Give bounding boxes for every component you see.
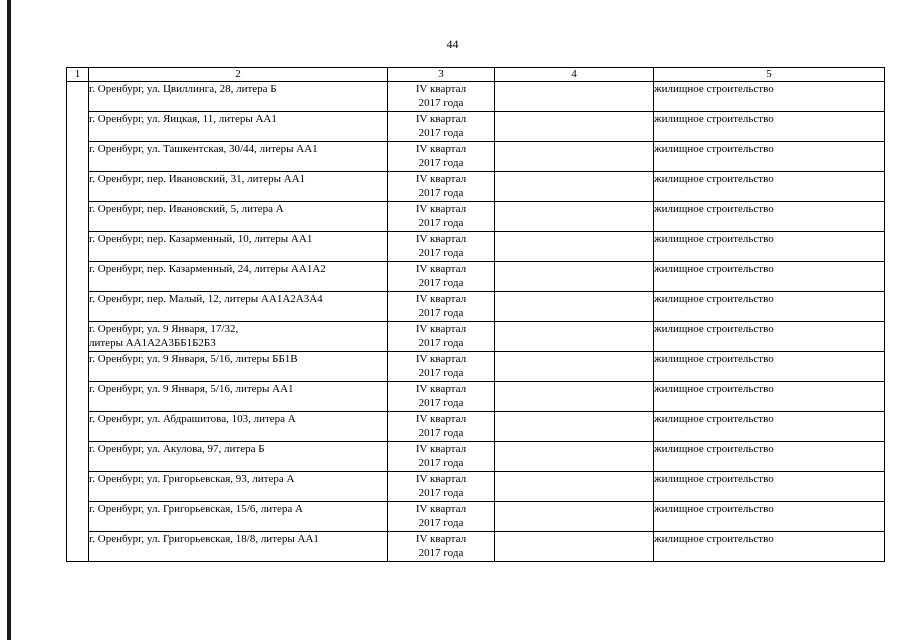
address-line: г. Оренбург, ул. 9 Января, 17/32,	[89, 323, 239, 335]
address-line: г. Оренбург, ул. Цвиллинга, 28, литера Б	[89, 83, 277, 95]
purpose-cell: жилищное строительство	[654, 172, 885, 202]
address-cell	[89, 82, 388, 112]
column-4-cell	[495, 472, 654, 502]
table-row	[67, 352, 885, 382]
table-row	[67, 82, 885, 112]
purpose-cell: жилищное строительство	[654, 442, 885, 472]
period-line: 2017 года	[418, 157, 464, 169]
period-line: 2017 года	[418, 277, 464, 289]
period-line: 2017 года	[418, 517, 464, 529]
period-line: 2017 года	[418, 427, 464, 439]
column-4-cell	[495, 532, 654, 562]
address-cell	[89, 352, 388, 382]
period-cell	[388, 172, 495, 202]
period-cell	[388, 112, 495, 142]
period-line: IV квартал	[415, 413, 467, 425]
period-line: IV квартал	[415, 83, 467, 95]
column-4-cell	[495, 142, 654, 172]
purpose-cell: жилищное строительство	[654, 262, 885, 292]
column-header: 4	[495, 68, 654, 82]
table-row	[67, 172, 885, 202]
period-line: 2017 года	[418, 547, 464, 559]
address-line: г. Оренбург, ул. Акулова, 97, литера Б	[89, 443, 265, 455]
period-cell	[388, 412, 495, 442]
address-cell	[89, 322, 388, 352]
period-cell	[388, 442, 495, 472]
period-cell	[388, 382, 495, 412]
address-line: г. Оренбург, пер. Ивановский, 5, литера А	[89, 203, 284, 215]
period-line: IV квартал	[415, 293, 467, 305]
period-line: IV квартал	[415, 383, 467, 395]
period-line: IV квартал	[415, 173, 467, 185]
purpose-cell: жилищное строительство	[654, 412, 885, 442]
period-cell	[388, 142, 495, 172]
purpose-cell: жилищное строительство	[654, 532, 885, 562]
purpose-cell: жилищное строительство	[654, 202, 885, 232]
table-row	[67, 532, 885, 562]
period-line: IV квартал	[415, 473, 467, 485]
table-row	[67, 502, 885, 532]
merged-number-cell	[67, 82, 89, 562]
period-line: 2017 года	[418, 457, 464, 469]
address-cell	[89, 262, 388, 292]
address-cell	[89, 142, 388, 172]
table-row	[67, 322, 885, 352]
address-cell	[89, 202, 388, 232]
period-cell	[388, 232, 495, 262]
column-4-cell	[495, 82, 654, 112]
period-line: IV квартал	[415, 503, 467, 515]
period-line: 2017 года	[418, 397, 464, 409]
period-cell	[388, 532, 495, 562]
purpose-cell: жилищное строительство	[654, 232, 885, 262]
address-cell	[89, 472, 388, 502]
period-line: IV квартал	[415, 113, 467, 125]
address-line: г. Оренбург, пер. Малый, 12, литеры АА1А2А3А4	[89, 293, 323, 305]
period-line: 2017 года	[418, 127, 464, 139]
address-line: г. Оренбург, ул. Григорьевская, 15/6, литера А	[89, 503, 303, 515]
address-cell	[89, 112, 388, 142]
address-line: г. Оренбург, ул. Григорьевская, 18/8, литеры АА1	[89, 533, 319, 545]
table-row	[67, 382, 885, 412]
address-cell	[89, 532, 388, 562]
purpose-cell: жилищное строительство	[654, 112, 885, 142]
table-row	[67, 412, 885, 442]
column-header: 3	[388, 68, 495, 82]
period-line: 2017 года	[418, 247, 464, 259]
column-4-cell	[495, 292, 654, 322]
period-cell	[388, 502, 495, 532]
column-header: 1	[67, 68, 89, 82]
table-row	[67, 292, 885, 322]
period-line: IV квартал	[415, 353, 467, 365]
address-cell	[89, 292, 388, 322]
scan-edge-bar	[7, 0, 11, 640]
address-cell	[89, 172, 388, 202]
period-cell	[388, 472, 495, 502]
period-cell	[388, 82, 495, 112]
column-4-cell	[495, 172, 654, 202]
address-cell	[89, 412, 388, 442]
address-cell	[89, 442, 388, 472]
column-4-cell	[495, 352, 654, 382]
period-line: 2017 года	[418, 337, 464, 349]
address-line: г. Оренбург, ул. Абдрашитова, 103, литера А	[89, 413, 296, 425]
period-cell	[388, 262, 495, 292]
purpose-cell: жилищное строительство	[654, 502, 885, 532]
period-line: 2017 года	[418, 97, 464, 109]
period-line: 2017 года	[418, 187, 464, 199]
column-4-cell	[495, 502, 654, 532]
column-4-cell	[495, 442, 654, 472]
period-line: IV квартал	[415, 533, 467, 545]
period-line: IV квартал	[415, 443, 467, 455]
address-cell	[89, 382, 388, 412]
purpose-cell: жилищное строительство	[654, 142, 885, 172]
table-row	[67, 112, 885, 142]
period-line: 2017 года	[418, 367, 464, 379]
purpose-cell: жилищное строительство	[654, 322, 885, 352]
table-body	[67, 82, 885, 562]
table-row	[67, 262, 885, 292]
period-line: 2017 года	[418, 487, 464, 499]
column-4-cell	[495, 262, 654, 292]
address-line: г. Оренбург, пер. Казарменный, 10, литеры АА1	[89, 233, 313, 245]
period-line: IV квартал	[415, 203, 467, 215]
period-cell	[388, 202, 495, 232]
column-4-cell	[495, 112, 654, 142]
column-4-cell	[495, 412, 654, 442]
period-line: 2017 года	[418, 307, 464, 319]
table-row	[67, 232, 885, 262]
table-row	[67, 442, 885, 472]
purpose-cell: жилищное строительство	[654, 472, 885, 502]
period-line: IV квартал	[415, 233, 467, 245]
address-line: г. Оренбург, ул. Ташкентская, 30/44, литеры АА1	[89, 143, 318, 155]
column-4-cell	[495, 382, 654, 412]
address-cell	[89, 232, 388, 262]
period-line: IV квартал	[415, 323, 467, 335]
table-row	[67, 472, 885, 502]
table-header-row	[67, 68, 885, 82]
table-row	[67, 202, 885, 232]
column-header: 2	[89, 68, 388, 82]
page-number: 44	[446, 37, 459, 51]
address-line: г. Оренбург, ул. 9 Января, 5/16, литеры ББ1В	[89, 353, 298, 365]
period-cell	[388, 322, 495, 352]
address-cell	[89, 502, 388, 532]
purpose-cell: жилищное строительство	[654, 292, 885, 322]
column-4-cell	[495, 202, 654, 232]
purpose-cell: жилищное строительство	[654, 352, 885, 382]
address-line: г. Оренбург, пер. Ивановский, 31, литеры АА1	[89, 173, 306, 185]
column-4-cell	[495, 232, 654, 262]
period-cell	[388, 352, 495, 382]
purpose-cell: жилищное строительство	[654, 382, 885, 412]
period-line: IV квартал	[415, 143, 467, 155]
period-line: IV квартал	[415, 263, 467, 275]
column-header: 5	[654, 68, 885, 82]
document-table	[66, 67, 885, 562]
address-line: литеры АА1А2А3ББ1Б2Б3	[89, 337, 216, 349]
column-4-cell	[495, 322, 654, 352]
period-line: 2017 года	[418, 217, 464, 229]
period-cell	[388, 292, 495, 322]
address-line: г. Оренбург, пер. Казарменный, 24, литеры АА1А2	[89, 263, 326, 275]
address-line: г. Оренбург, ул. Яицкая, 11, литеры АА1	[89, 113, 277, 125]
address-line: г. Оренбург, ул. Григорьевская, 93, литера А	[89, 473, 295, 485]
table-row	[67, 142, 885, 172]
purpose-cell: жилищное строительство	[654, 82, 885, 112]
address-line: г. Оренбург, ул. 9 Января, 5/16, литеры АА1	[89, 383, 294, 395]
